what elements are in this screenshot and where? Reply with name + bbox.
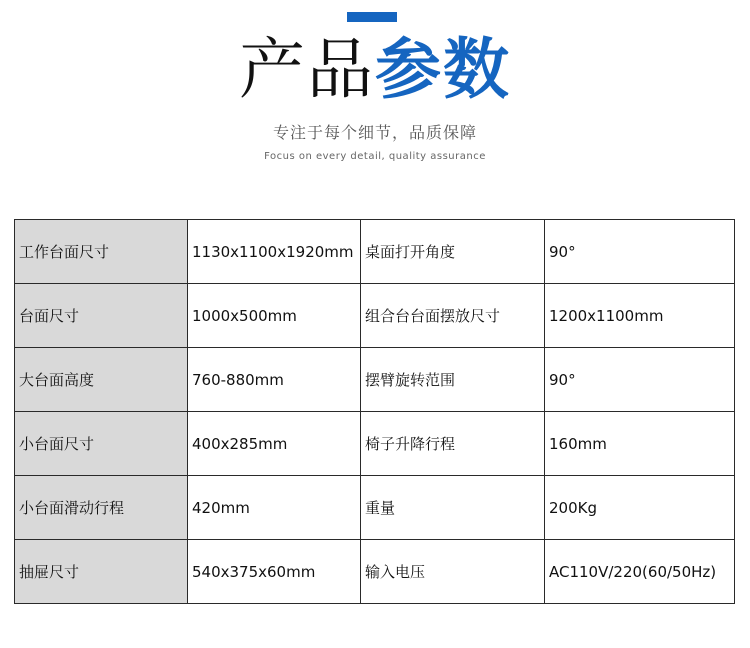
table-row bbox=[15, 476, 735, 540]
page-title bbox=[0, 30, 750, 110]
spec-label: 重量 bbox=[361, 476, 545, 540]
spec-value: 90° bbox=[545, 348, 735, 412]
spec-value: 160mm bbox=[545, 412, 735, 476]
table-row bbox=[15, 540, 735, 604]
spec-label: 小台面尺寸 bbox=[15, 412, 188, 476]
spec-value: 1200x1100mm bbox=[545, 284, 735, 348]
spec-label: 桌面打开角度 bbox=[361, 220, 545, 284]
spec-table bbox=[14, 219, 735, 604]
spec-value: 540x375x60mm bbox=[188, 540, 361, 604]
spec-label: 摆臂旋转范围 bbox=[361, 348, 545, 412]
spec-label: 组合台台面摆放尺寸 bbox=[361, 284, 545, 348]
spec-value: 760-880mm bbox=[188, 348, 361, 412]
spec-value: 1000x500mm bbox=[188, 284, 361, 348]
spec-label: 小台面滑动行程 bbox=[15, 476, 188, 540]
spec-label: 台面尺寸 bbox=[15, 284, 188, 348]
table-row bbox=[15, 220, 735, 284]
spec-label: 输入电压 bbox=[361, 540, 545, 604]
title-part-params: 参数 bbox=[375, 31, 511, 108]
spec-value: 1130x1100x1920mm bbox=[188, 220, 361, 284]
table-row bbox=[15, 412, 735, 476]
spec-label: 椅子升降行程 bbox=[361, 412, 545, 476]
spec-value: 400x285mm bbox=[188, 412, 361, 476]
table-row bbox=[15, 284, 735, 348]
subtitle-en: Focus on every detail, quality assurance bbox=[264, 151, 486, 162]
spec-label: 工作台面尺寸 bbox=[15, 220, 188, 284]
table-row bbox=[15, 348, 735, 412]
spec-value: 420mm bbox=[188, 476, 361, 540]
subtitle-cn: 专注于每个细节，品质保障 bbox=[272, 123, 477, 142]
spec-label: 抽屉尺寸 bbox=[15, 540, 188, 604]
spec-value: 90° bbox=[545, 220, 735, 284]
spec-value: AC110V/220(60/50Hz) bbox=[545, 540, 735, 604]
spec-value: 200Kg bbox=[545, 476, 735, 540]
spec-label: 大台面高度 bbox=[15, 348, 188, 412]
accent-bar bbox=[347, 12, 397, 22]
title-part-product: 产品 bbox=[239, 31, 375, 108]
